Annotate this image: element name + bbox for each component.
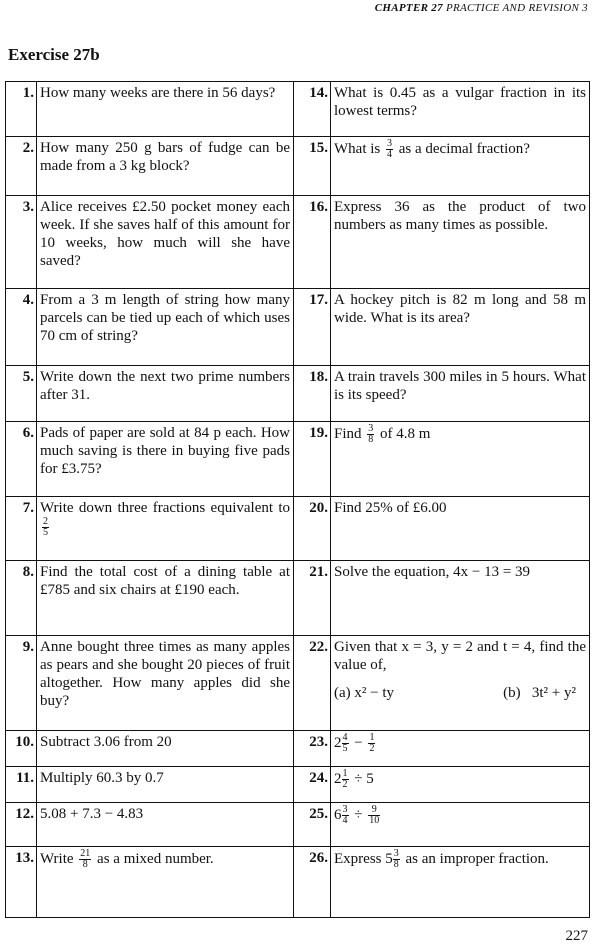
question-text: Find 25% of £6.00 [331, 497, 590, 561]
table-row [6, 731, 590, 767]
question-number: 11. [6, 767, 37, 803]
fraction: $\frac{3}{8}$ [368, 423, 374, 445]
question-number: 18. [294, 366, 331, 422]
table-row [6, 803, 590, 847]
question-text: 2 $\frac{4}{5}$ − $\frac{1}{2}$ [331, 731, 590, 767]
question-number: 22. [294, 636, 331, 731]
fraction: $\frac{9}{10}$ [369, 804, 380, 826]
question-number: 1. [6, 82, 37, 137]
part-a: (a) x² − ty [334, 685, 395, 701]
part-b: (b) 3t² + y² [503, 685, 576, 701]
text-part: Write down three fractions equivalent to [40, 500, 290, 516]
fraction: $\frac{3}{4}$ [342, 804, 348, 826]
table-row [6, 196, 590, 289]
fraction: $\frac{3}{4}$ [387, 138, 392, 160]
question-text: Anne bought three times as many apples as pears and she bought 20 pieces of fruit altogether. How many apples did she buy? [37, 636, 294, 731]
table-row [6, 82, 590, 137]
question-number: 15. [294, 137, 331, 196]
question-text: From a 3 m length of string how many parcels can be tied up each of which uses 70 cm of string? [37, 289, 294, 366]
question-text [331, 137, 590, 196]
table-row [6, 366, 590, 422]
table-row [6, 636, 590, 731]
question-number: 10. [6, 731, 37, 767]
exercise-title: Exercise 27b [8, 45, 100, 64]
question-number: 21. [294, 561, 331, 636]
question-text: Pads of paper are sold at 84 p each. How much saving is there in buying five pads for £3.75? [37, 422, 294, 497]
fraction: $\frac{21}{8}$ [80, 848, 91, 870]
question-number: 23. [294, 731, 331, 767]
questions-table [5, 81, 590, 918]
question-number: 26. [294, 847, 331, 918]
question-text [331, 422, 590, 497]
fraction: $\frac{2}{5}$ [43, 516, 48, 538]
running-header [375, 2, 588, 14]
question-number: 13. [6, 847, 37, 918]
text-part: of 4.8 m [380, 425, 431, 442]
question-text: 2 $\frac{1}{2}$ ÷ 5 [331, 767, 590, 803]
fraction: $\frac{1}{2}$ [342, 768, 348, 790]
question-text: What is 0.45 as a vulgar fraction in its lowest terms? [331, 82, 590, 137]
fraction: $\frac{3}{8}$ [393, 848, 399, 870]
question-number: 19. [294, 422, 331, 497]
question-text [37, 497, 294, 561]
table-row [6, 561, 590, 636]
table-row [6, 289, 590, 366]
question-number: 9. [6, 636, 37, 731]
question-text: Express 5 $\frac{3}{8}$ as an improper fraction. [331, 847, 590, 918]
question-number: 2. [6, 137, 37, 196]
question-stem: Given that x = 3, y = 2 and t = 4, find the value of, [334, 639, 586, 673]
question-number: 5. [6, 366, 37, 422]
question-number: 14. [294, 82, 331, 137]
question-text: How many 250 g bars of fudge can be made from a 3 kg block? [37, 137, 294, 196]
question-text: Alice receives £2.50 pocket money each week. If she saves half of this amount for 10 weeks, how much will she have saved? [37, 196, 294, 289]
question-text: Solve the equation, 4x − 13 = 39 [331, 561, 590, 636]
question-text [331, 636, 590, 731]
page-number: 227 [565, 928, 588, 944]
chapter-label: CHAPTER 27 [374, 2, 443, 14]
question-number: 6. [6, 422, 37, 497]
fraction: $\frac{4}{5}$ [342, 732, 348, 754]
question-text: A train travels 300 miles in 5 hours. What is its speed? [331, 366, 590, 422]
fraction: $\frac{1}{2}$ [369, 732, 375, 754]
table-row [6, 767, 590, 803]
table-row [6, 847, 590, 918]
question-text: 6 $\frac{3}{4}$ ÷ $\frac{9}{10}$ [331, 803, 590, 847]
table-row [6, 137, 590, 196]
question-number: 16. [294, 196, 331, 289]
sub-parts [334, 684, 586, 702]
question-number: 4. [6, 289, 37, 366]
question-text: Write $\frac{21}{8}$ as a mixed number. [37, 847, 294, 918]
question-number: 20. [294, 497, 331, 561]
question-text: Express 36 as the product of two numbers as many times as possible. [331, 196, 590, 289]
question-text: Find the total cost of a dining table at £785 and six chairs at £190 each. [37, 561, 294, 636]
question-number: 17. [294, 289, 331, 366]
text-part: as a decimal fraction? [398, 140, 530, 157]
question-number: 24. [294, 767, 331, 803]
table-row [6, 422, 590, 497]
text-part: What is [334, 140, 381, 157]
section-label: PRACTICE AND REVISION 3 [445, 2, 588, 14]
question-number: 3. [6, 196, 37, 289]
table-row [6, 497, 590, 561]
question-number: 25. [294, 803, 331, 847]
question-number: 12. [6, 803, 37, 847]
question-text: 5.08 + 7.3 − 4.83 [37, 803, 294, 847]
text-part: Find [334, 425, 362, 442]
question-text: Subtract 3.06 from 20 [37, 731, 294, 767]
question-text: Multiply 60.3 by 0.7 [37, 767, 294, 803]
question-number: 8. [6, 561, 37, 636]
question-text: A hockey pitch is 82 m long and 58 m wide. What is its area? [331, 289, 590, 366]
question-number: 7. [6, 497, 37, 561]
question-text: How many weeks are there in 56 days? [37, 82, 294, 137]
question-text: Write down the next two prime numbers after 31. [37, 366, 294, 422]
